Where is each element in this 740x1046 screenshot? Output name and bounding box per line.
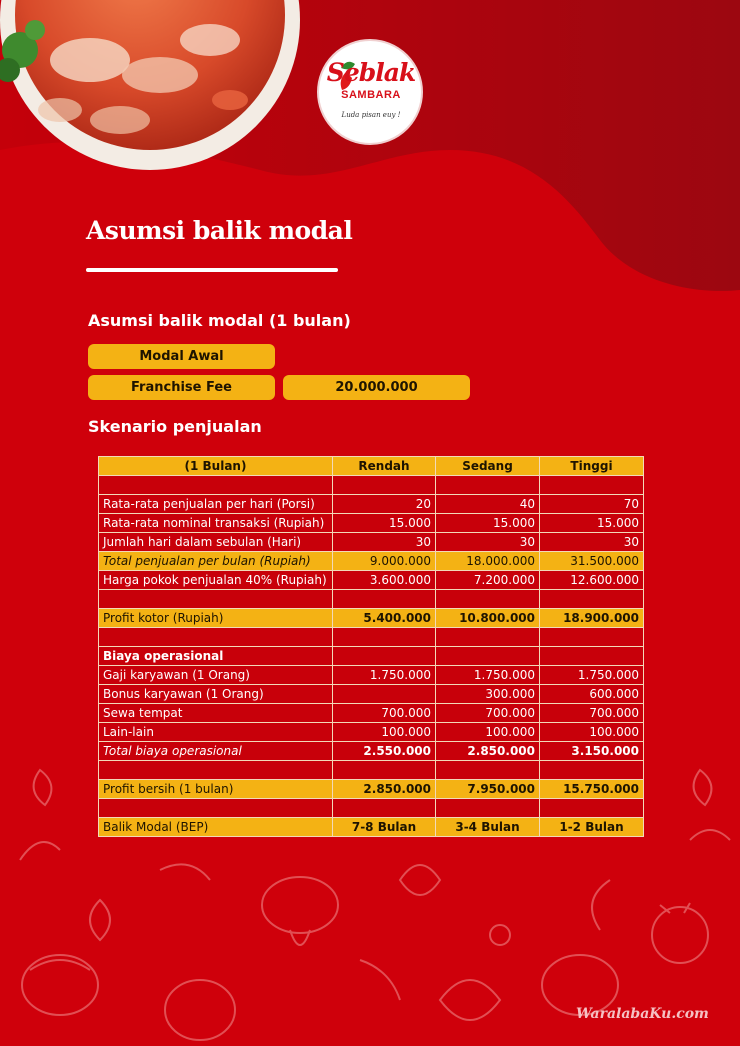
- cell-sedang: [436, 647, 540, 666]
- cell-sedang: 15.000: [436, 514, 540, 533]
- table-row: [99, 685, 644, 704]
- section-heading-asumsi: Asumsi balik modal (1 bulan): [88, 311, 351, 330]
- cell-sedang: 7.950.000: [436, 780, 540, 799]
- row-label: Balik Modal (BEP): [99, 818, 333, 837]
- column-header: (1 Bulan): [99, 457, 333, 476]
- cell-sedang: 40: [436, 495, 540, 514]
- modal-awal-label: Modal Awal: [88, 344, 275, 369]
- cell-tinggi: 30: [540, 533, 644, 552]
- cell-tinggi: [540, 761, 644, 780]
- row-label: Gaji karyawan (1 Orang): [99, 666, 333, 685]
- cell-tinggi: 15.000: [540, 514, 644, 533]
- cell-tinggi: 3.150.000: [540, 742, 644, 761]
- cell-rendah: 700.000: [333, 704, 436, 723]
- table-row: [99, 818, 644, 837]
- table-row: [99, 666, 644, 685]
- row-label: [99, 799, 333, 818]
- table-row: [99, 495, 644, 514]
- cell-rendah: [333, 799, 436, 818]
- cell-rendah: [333, 647, 436, 666]
- cell-sedang: 18.000.000: [436, 552, 540, 571]
- cell-rendah: 7-8 Bulan: [333, 818, 436, 837]
- cell-sedang: 30: [436, 533, 540, 552]
- title-underline: [86, 268, 338, 272]
- cell-tinggi: 70: [540, 495, 644, 514]
- cell-rendah: 1.750.000: [333, 666, 436, 685]
- table-row: [99, 590, 644, 609]
- row-label: Total biaya operasional: [99, 742, 333, 761]
- cell-tinggi: 15.750.000: [540, 780, 644, 799]
- table-row: [99, 571, 644, 590]
- row-label: Harga pokok penjualan 40% (Rupiah): [99, 571, 333, 590]
- cell-rendah: 30: [333, 533, 436, 552]
- cell-sedang: [436, 799, 540, 818]
- table-header-row: [99, 457, 644, 476]
- column-header: Tinggi: [540, 457, 644, 476]
- cell-tinggi: 100.000: [540, 723, 644, 742]
- table-row: [99, 799, 644, 818]
- cell-tinggi: 700.000: [540, 704, 644, 723]
- cell-rendah: [333, 685, 436, 704]
- franchise-fee-label: Franchise Fee: [88, 375, 275, 400]
- table-row: [99, 742, 644, 761]
- row-label: [99, 628, 333, 647]
- table-row: [99, 647, 644, 666]
- section-heading-skenario: Skenario penjualan: [88, 417, 262, 436]
- row-label: [99, 476, 333, 495]
- cell-rendah: 20: [333, 495, 436, 514]
- brand-tagline: Luda pisan euy !: [341, 111, 401, 119]
- cell-rendah: [333, 476, 436, 495]
- cell-tinggi: 18.900.000: [540, 609, 644, 628]
- table-row: [99, 514, 644, 533]
- table-row: [99, 723, 644, 742]
- table-row: [99, 552, 644, 571]
- cell-tinggi: 1.750.000: [540, 666, 644, 685]
- cell-rendah: 2.550.000: [333, 742, 436, 761]
- cell-sedang: 10.800.000: [436, 609, 540, 628]
- row-label: Rata-rata penjualan per hari (Porsi): [99, 495, 333, 514]
- cell-sedang: 2.850.000: [436, 742, 540, 761]
- cell-tinggi: [540, 799, 644, 818]
- row-label: Bonus karyawan (1 Orang): [99, 685, 333, 704]
- row-label: Profit bersih (1 bulan): [99, 780, 333, 799]
- row-label: Rata-rata nominal transaksi (Rupiah): [99, 514, 333, 533]
- cell-rendah: [333, 590, 436, 609]
- cell-sedang: 700.000: [436, 704, 540, 723]
- cell-rendah: [333, 761, 436, 780]
- cell-sedang: [436, 590, 540, 609]
- cell-rendah: 9.000.000: [333, 552, 436, 571]
- brand-logo-text: Seblak: [326, 58, 416, 87]
- cell-sedang: 7.200.000: [436, 571, 540, 590]
- cell-rendah: [333, 628, 436, 647]
- cell-sedang: 3-4 Bulan: [436, 818, 540, 837]
- table-row: [99, 628, 644, 647]
- cell-tinggi: 600.000: [540, 685, 644, 704]
- franchise-fee-value: 20.000.000: [283, 375, 470, 400]
- cell-sedang: 100.000: [436, 723, 540, 742]
- cell-rendah: 100.000: [333, 723, 436, 742]
- row-label: Lain-lain: [99, 723, 333, 742]
- cell-tinggi: 12.600.000: [540, 571, 644, 590]
- table-row: [99, 704, 644, 723]
- row-label: [99, 590, 333, 609]
- cell-rendah: 5.400.000: [333, 609, 436, 628]
- cell-rendah: 2.850.000: [333, 780, 436, 799]
- cell-sedang: 300.000: [436, 685, 540, 704]
- cell-tinggi: [540, 628, 644, 647]
- watermark-text: WaralabaKu.com: [576, 1006, 709, 1022]
- cell-tinggi: [540, 590, 644, 609]
- row-label: Total penjualan per bulan (Rupiah): [99, 552, 333, 571]
- row-label: [99, 761, 333, 780]
- table-row: [99, 533, 644, 552]
- column-header: Rendah: [333, 457, 436, 476]
- column-header: Sedang: [436, 457, 540, 476]
- row-label: Profit kotor (Rupiah): [99, 609, 333, 628]
- row-label: Sewa tempat: [99, 704, 333, 723]
- page-title: Asumsi balik modal: [86, 216, 353, 245]
- cell-tinggi: [540, 647, 644, 666]
- cell-tinggi: 31.500.000: [540, 552, 644, 571]
- cell-sedang: [436, 628, 540, 647]
- cell-sedang: 1.750.000: [436, 666, 540, 685]
- row-label: Biaya operasional: [99, 647, 333, 666]
- cell-rendah: 3.600.000: [333, 571, 436, 590]
- row-label: Jumlah hari dalam sebulan (Hari): [99, 533, 333, 552]
- cell-sedang: [436, 761, 540, 780]
- table-row: [99, 476, 644, 495]
- table-row: [99, 609, 644, 628]
- table-row: [99, 761, 644, 780]
- cell-rendah: 15.000: [333, 514, 436, 533]
- sales-scenario-table: [98, 456, 644, 837]
- table-row: [99, 780, 644, 799]
- brand-logo-subtext: SAMBARA: [341, 89, 401, 101]
- cell-tinggi: 1-2 Bulan: [540, 818, 644, 837]
- cell-tinggi: [540, 476, 644, 495]
- cell-sedang: [436, 476, 540, 495]
